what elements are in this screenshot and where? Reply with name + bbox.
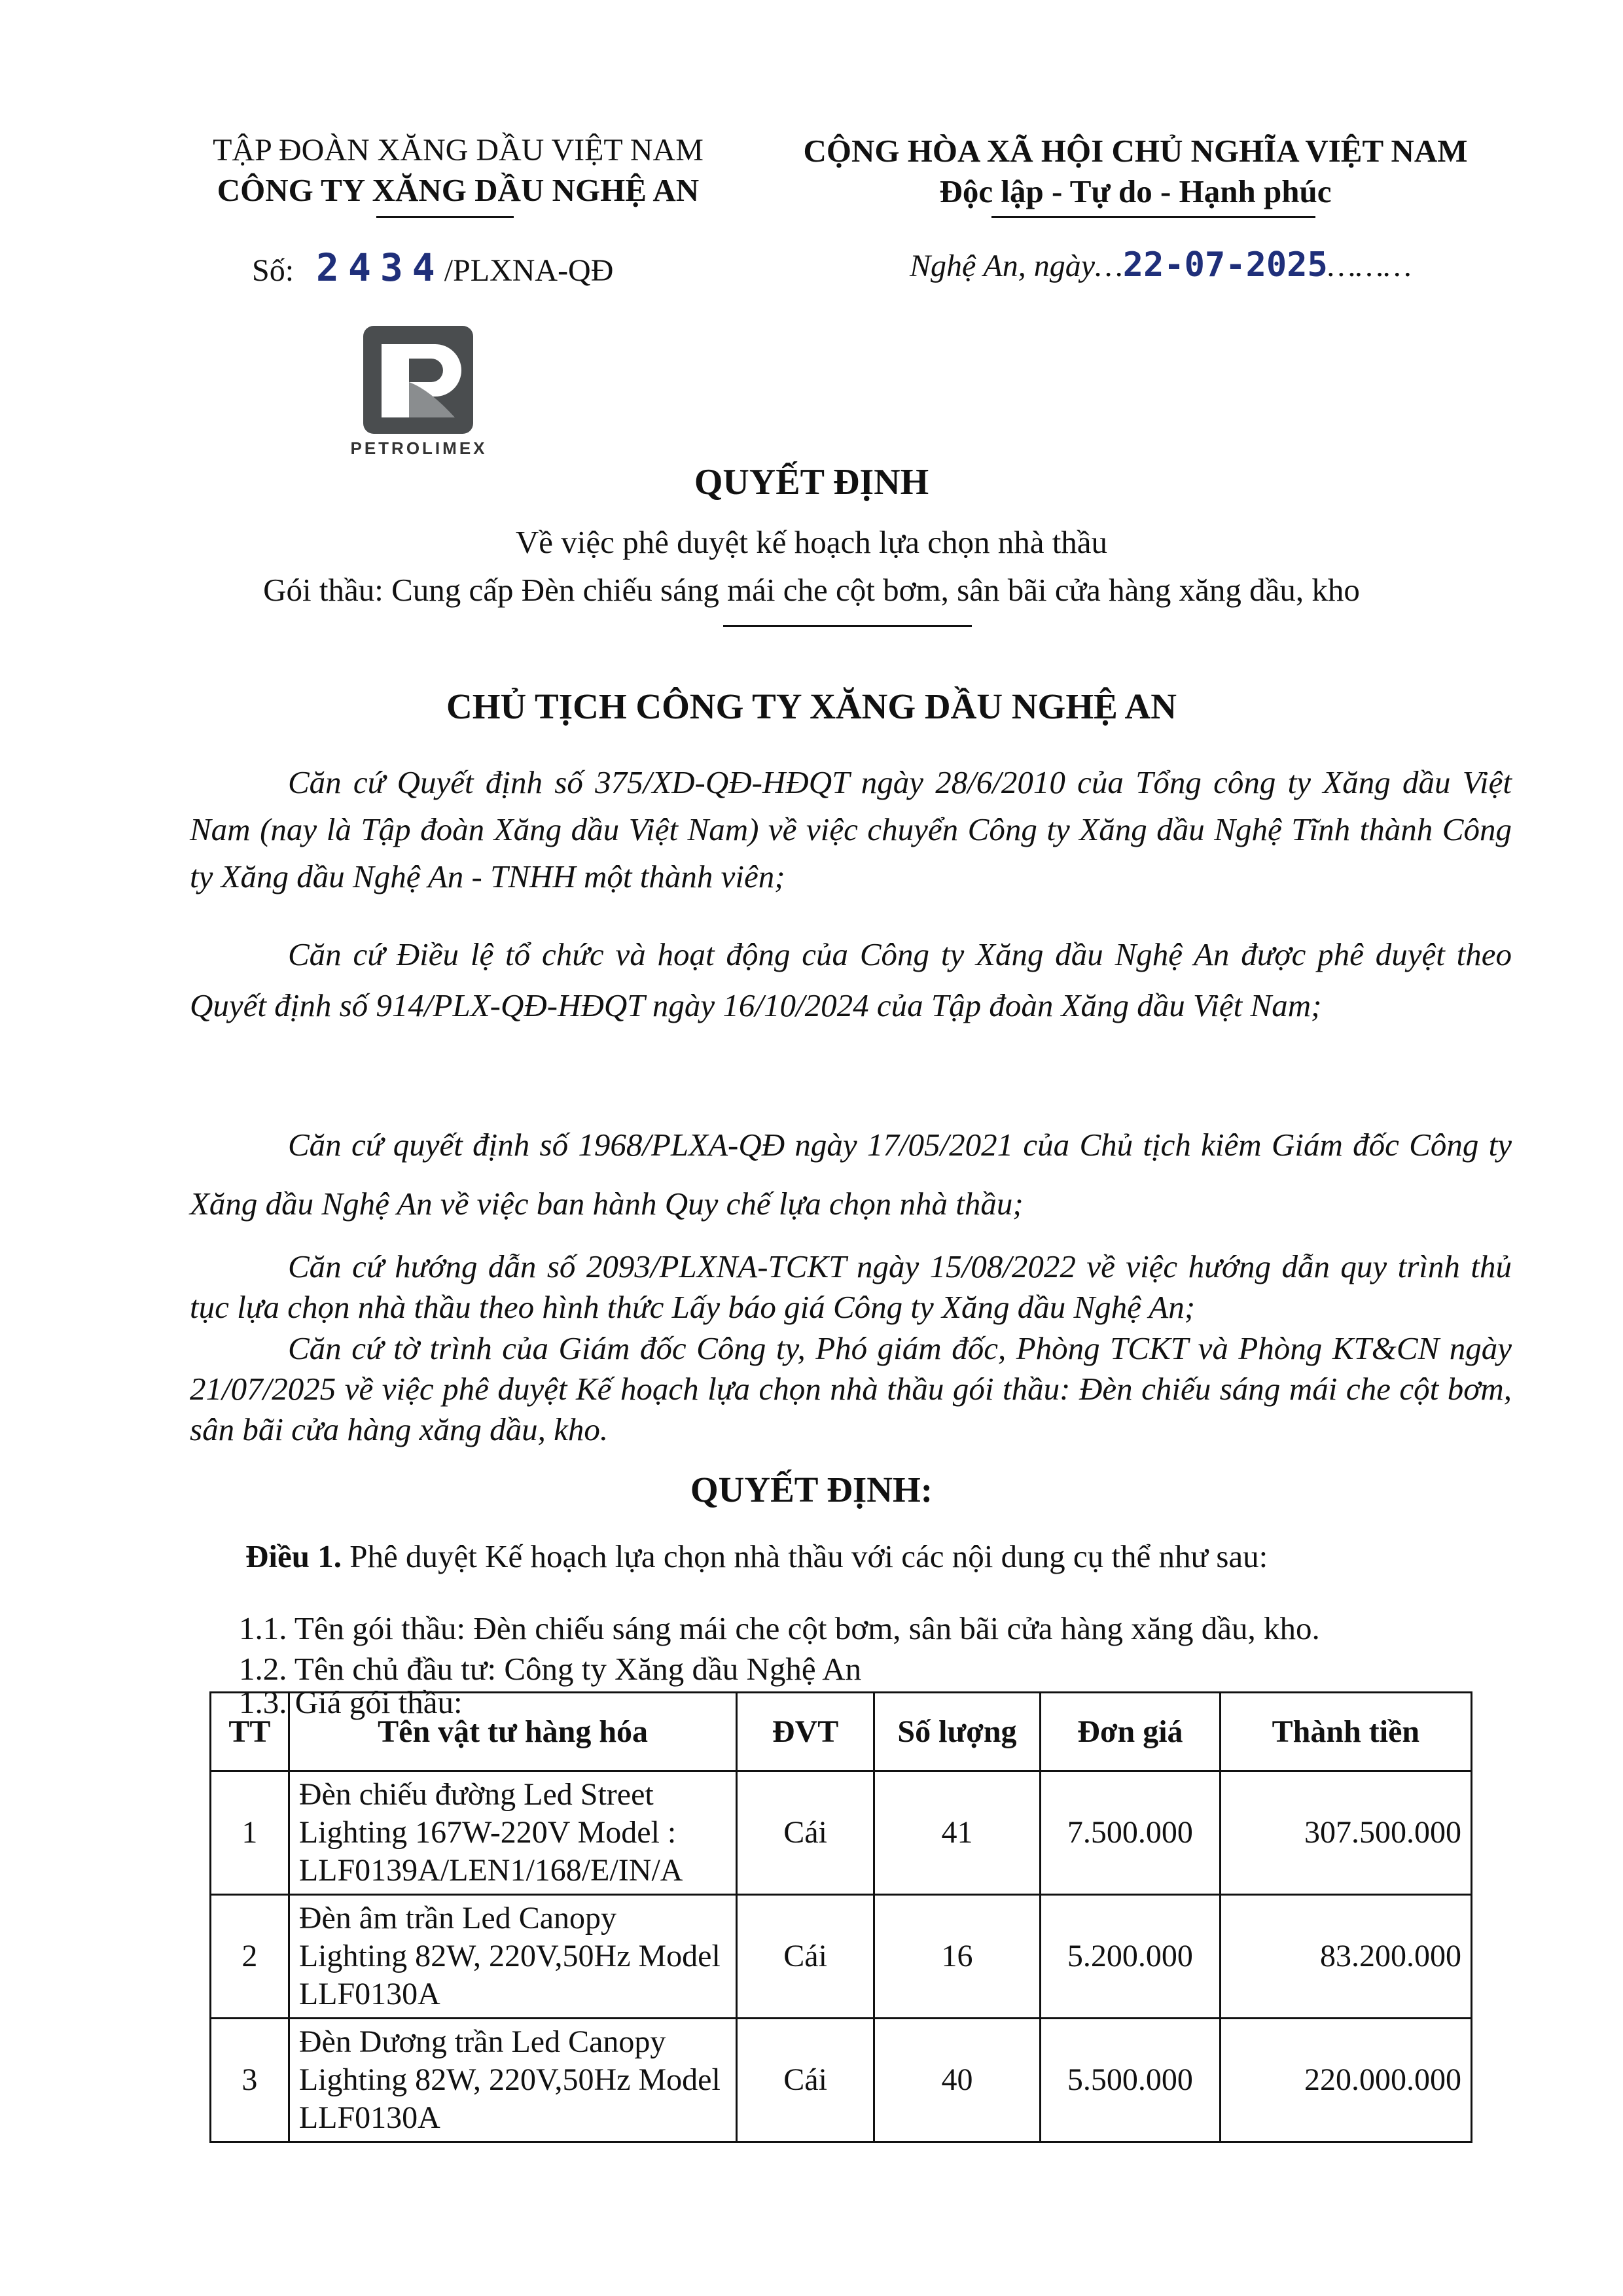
national-motto: Độc lập - Tự do - Hạnh phúc <box>939 173 1332 209</box>
number-label: Số: <box>252 253 294 288</box>
unit-price: 5.200.000 <box>1041 1895 1221 2019</box>
column-header: Tên vật tư hàng hóa <box>289 1693 737 1771</box>
list-item: 1.1. Tên gói thầu: Đèn chiếu sáng mái che cột bơm, sân bãi cửa hàng xăng dầu, kho. <box>239 1610 1320 1646</box>
list-item: 1.3. Giá gói thầu: <box>239 1684 463 1720</box>
amount: 220.000.000 <box>1220 2019 1471 2142</box>
quantity: 41 <box>874 1771 1040 1895</box>
unit: Cái <box>737 1895 874 2019</box>
preamble-paragraph: Căn cứ hướng dẫn số 2093/PLXNA-TCKT ngày 15/08/2022 về việc hướng dẫn quy trình thủ tục lựa chọn nhà thầu theo hình thức Lấy báo giá Công ty Xăng dầu Nghệ An; <box>190 1248 1512 1325</box>
national-header <box>759 131 1512 212</box>
issuer-block <box>151 131 766 211</box>
unit-price: 5.500.000 <box>1041 2019 1221 2142</box>
row-index: 1 <box>211 1771 289 1895</box>
unit: Cái <box>737 2019 874 2142</box>
table-header-row <box>211 1693 1472 1771</box>
quantity: 16 <box>874 1895 1040 2019</box>
left-header-rule <box>376 216 514 218</box>
amount: 307.500.000 <box>1220 1771 1471 1895</box>
amount: 83.200.000 <box>1220 1895 1471 2019</box>
list-item: 1.2. Tên chủ đầu tư: Công ty Xăng dầu Nghệ An <box>239 1651 862 1687</box>
preamble-paragraph: Căn cứ tờ trình của Giám đốc Công ty, Phó giám đốc, Phòng TCKT và Phòng KT&CN ngày 21/07/2025 về việc phê duyệt Kế hoạch lựa chọn nhà thầu gói thầu: Đèn chiếu sáng mái che cột bơm, sân bãi cửa hàng xăng dầu, kho. <box>190 1330 1512 1447</box>
column-header: TT <box>211 1693 289 1771</box>
title-rule <box>723 625 972 627</box>
preamble-paragraph: Căn cứ Quyết định số 375/XD-QĐ-HĐQT ngày 28/6/2010 của Tổng công ty Xăng dầu Việt Nam (nay là Tập đoàn Xăng dầu Việt Nam) về việc chuyển Công ty Xăng dầu Nghệ Tĩnh thành Công ty Xăng dầu Nghệ An - TNHH một thành viên; <box>190 764 1512 894</box>
article-1 <box>245 1538 1268 1575</box>
article-1-label: Điều 1. <box>245 1538 342 1574</box>
right-header-rule <box>991 216 1315 218</box>
document-number <box>252 245 613 290</box>
column-header: Thành tiền <box>1220 1693 1471 1771</box>
document-subject: Về việc phê duyệt kế hoạch lựa chọn nhà thầu <box>515 524 1108 560</box>
article-1-text: Phê duyệt Kế hoạch lựa chọn nhà thầu với các nội dung cụ thể như sau: <box>349 1538 1268 1574</box>
row-index: 3 <box>211 2019 289 2142</box>
document-title: QUYẾT ĐỊNH <box>694 462 929 503</box>
logo-text: PETROLIMEX <box>350 438 488 458</box>
date-prefix: Nghệ An, ngày… <box>910 249 1123 283</box>
handwritten-number: 2434 <box>316 245 444 290</box>
date-line <box>910 245 1412 285</box>
price-table <box>209 1684 1472 2143</box>
table-row <box>211 1895 1472 2019</box>
petrolimex-logo-icon <box>363 326 473 434</box>
item-name: Đèn âm trần Led Canopy Lighting 82W, 220V,50Hz Model LLF0130A <box>289 1895 737 2019</box>
national-title: CỘNG HÒA XÃ HỘI CHỦ NGHĨA VIỆT NAM <box>803 133 1468 169</box>
logo-mark <box>363 326 473 434</box>
company-name: CÔNG TY XĂNG DẦU NGHỆ AN <box>217 172 700 208</box>
package-name: Gói thầu: Cung cấp Đèn chiếu sáng mái che cột bơm, sân bãi cửa hàng xăng dầu, kho <box>263 572 1360 608</box>
number-suffix: /PLXNA-QĐ <box>444 253 614 288</box>
date-suffix: ……… <box>1327 249 1412 283</box>
unit-price: 7.500.000 <box>1041 1771 1221 1895</box>
item-name: Đèn Dương trần Led Canopy Lighting 82W, 220V,50Hz Model LLF0130A <box>289 2019 737 2142</box>
preamble-paragraph: Căn cứ quyết định số 1968/PLXA-QĐ ngày 17/05/2021 của Chủ tịch kiêm Giám đốc Công ty Xăng dầu Nghệ An về việc ban hành Quy chế lựa chọn nhà thầu; <box>190 1127 1512 1222</box>
column-header: Số lượng <box>874 1693 1040 1771</box>
decision-heading: QUYẾT ĐỊNH: <box>690 1470 933 1510</box>
table-row <box>211 1771 1472 1895</box>
quantity: 40 <box>874 2019 1040 2142</box>
parent-org: TẬP ĐOÀN XĂNG DẦU VIỆT NAM <box>213 133 704 168</box>
issuing-authority: CHỦ TỊCH CÔNG TY XĂNG DẦU NGHỆ AN <box>446 686 1177 726</box>
column-header: Đơn giá <box>1041 1693 1221 1771</box>
column-header: ĐVT <box>737 1693 874 1771</box>
item-name: Đèn chiếu đường Led Street Lighting 167W-220V Model : LLF0139A/LEN1/168/E/IN/A <box>289 1771 737 1895</box>
row-index: 2 <box>211 1895 289 2019</box>
handwritten-date: 22-07-2025 <box>1122 245 1328 285</box>
unit: Cái <box>737 1771 874 1895</box>
table-row <box>211 2019 1472 2142</box>
preamble-paragraph: Căn cứ Điều lệ tổ chức và hoạt động của Công ty Xăng dầu Nghệ An được phê duyệt theo Quyết định số 914/PLX-QĐ-HĐQT ngày 16/10/2024 của Tập đoàn Xăng dầu Việt Nam; <box>190 936 1512 1023</box>
